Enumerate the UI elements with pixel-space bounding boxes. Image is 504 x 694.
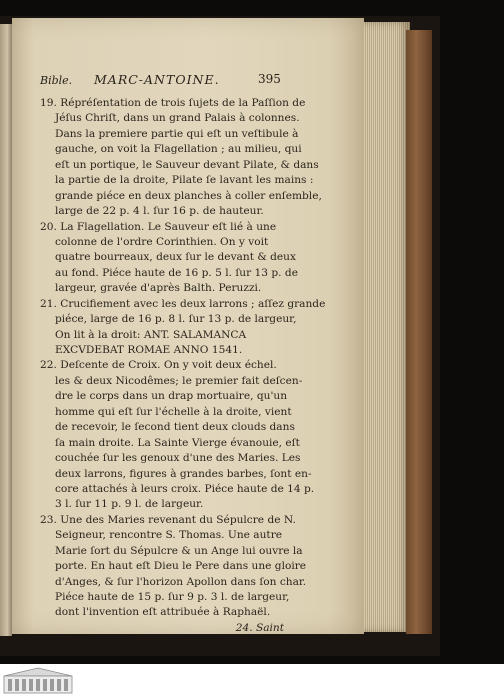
text-line: 19. Répréſentation de trois ſujets de la Paſſion de [40, 97, 306, 109]
text-line: Seigneur, rencontre S. Thomas. Une autre [55, 529, 283, 542]
book-cover-edge [406, 30, 432, 634]
page-number: 395 [258, 72, 281, 86]
text-line: de recevoir, le ſecond tient deux clouds dans [55, 421, 295, 434]
text-line: largeur, gravée d'après Balth. Peruzzi. [55, 282, 262, 295]
text-line: Jéſus Chriſt, dans un grand Palais à colonnes. [55, 112, 300, 125]
text-line: couchée ſur les genoux d'une des Maries. Les [55, 452, 301, 465]
text-line: 3 l. ſur 11 p. 9 l. de largeur. [55, 498, 204, 511]
text-line: 23. Une des Maries revenant du Sépulcre de N. [40, 513, 296, 526]
text-line: piéce, large de 16 p. 8 l. ſur 13 p. de largeur, [55, 313, 297, 326]
text-line: Dans la premiere partie qui eſt un veſtibule à [55, 127, 299, 140]
facing-page-edge [0, 24, 12, 636]
footer-bar [0, 664, 504, 694]
text-line: 21. Crucifiement avec les deux larrons ; aſſez grande [40, 297, 326, 310]
text-line: deux larrons, figures à grandes barbes, ſont en- [55, 467, 312, 480]
text-line: la partie de la droite, Pilate ſe lavant les mains : [55, 174, 314, 187]
text-line: EXCVDEBAT ROMAE ANNO 1541. [55, 344, 243, 356]
text-line: colonne de l'ordre Corinthien. On y voit [55, 235, 269, 248]
text-line: gauche, on voit la Flagellation ; au milieu, qui [55, 143, 302, 156]
text-line: ſa main droite. La Sainte Vierge évanouie, eſt [55, 436, 300, 449]
text-line: On lit à la droit: ANT. SALAMANCA [55, 328, 247, 341]
text-line: quatre bourreaux, deux ſur le devant & deux [55, 251, 296, 264]
text-line: core attachés à leurs croix. Piéce haute de 14 p. [55, 482, 315, 495]
page-block-edges [360, 22, 410, 632]
text-line: porte. En haut eſt Dieu le Pere dans une gloire [55, 560, 307, 573]
running-head [40, 72, 280, 90]
text-line: 22. Deſcente de Croix. On y voit deux échel. [40, 359, 277, 372]
page-body [40, 96, 326, 636]
text-line: les & deux Nicodêmes; le premier fait deſcen- [55, 374, 303, 387]
text-line: Piéce haute de 15 p. ſur 9 p. 3 l. de largeur, [55, 591, 290, 603]
text-line: grande piéce en deux planches à coller enſemble, [55, 189, 322, 202]
text-line: large de 22 p. 4 l. ſur 16 p. de hauteur. [55, 205, 264, 218]
catchword: 24. Saint [235, 621, 284, 634]
text-line: 20. La Flagellation. Le Sauveur eſt lié à une [40, 220, 277, 233]
running-head-section: Bible. [40, 74, 73, 87]
text-line: au fond. Piéce haute de 16 p. 5 l. ſur 13 p. de [55, 266, 298, 279]
text-line: dre le corps dans un drap mortuaire, qu'un [55, 390, 288, 403]
text-line: homme qui eſt ſur l'échelle à la droite, vient [55, 405, 292, 418]
running-head-title: MARC-ANTOINE. [94, 72, 220, 87]
text-line: dont l'invention eſt attribuée à Raphaël. [55, 606, 271, 619]
text-line: d'Anges, & ſur l'horizon Apollon dans ſon char. [55, 575, 307, 588]
library-building-icon [2, 666, 74, 694]
text-line: Marie ſort du Sépulcre & un Ange lui ouvre la [55, 544, 303, 557]
text-line: eſt un portique, le Sauveur devant Pilate, & dans [55, 158, 319, 171]
